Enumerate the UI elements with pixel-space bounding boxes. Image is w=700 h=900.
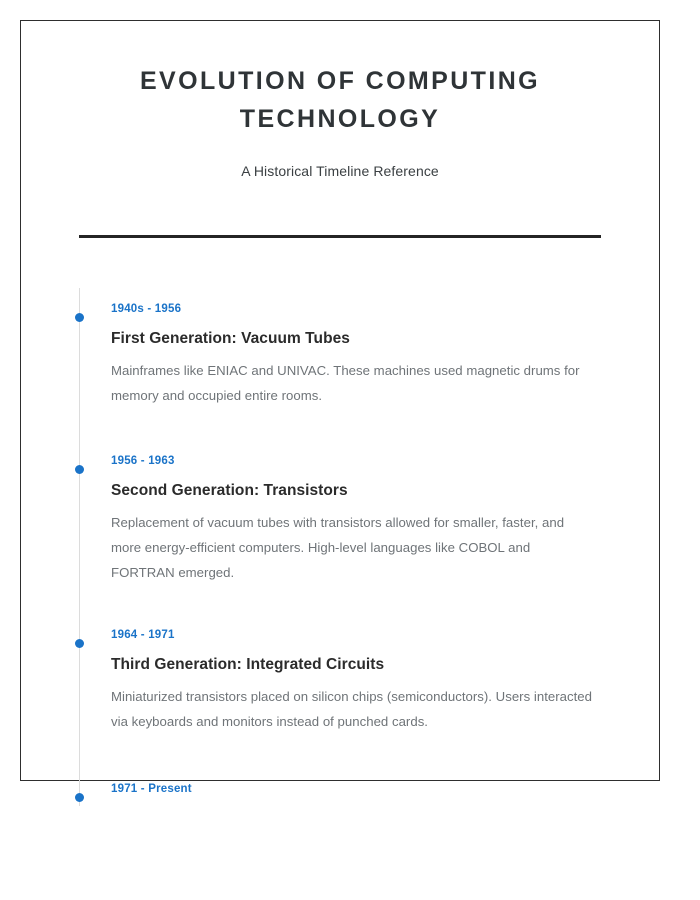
- timeline-entry-description: Mainframes like ENIAC and UNIVAC. These machines used magnetic drums for memory and occupied entire rooms.: [111, 363, 580, 403]
- timeline-entry-title: Third Generation: Integrated Circuits: [111, 656, 385, 673]
- timeline-dot-icon: [75, 313, 84, 322]
- timeline-entry[interactable]: [111, 628, 597, 734]
- timeline-axis-line: [79, 288, 80, 806]
- timeline-dot-icon: [75, 639, 84, 648]
- timeline-entry-date: 1971 - Present: [111, 783, 192, 795]
- timeline-dot-icon: [75, 793, 84, 802]
- timeline-entry-title: Second Generation: Transistors: [111, 482, 348, 499]
- timeline-entry[interactable]: [111, 782, 597, 797]
- timeline-entry[interactable]: [111, 302, 597, 408]
- timeline-entry[interactable]: [111, 454, 597, 585]
- page-title: EVOLUTION OF COMPUTING TECHNOLOGY: [139, 67, 541, 133]
- timeline-entry-date: 1956 - 1963: [111, 455, 175, 467]
- timeline-entry-date: 1940s - 1956: [111, 303, 182, 315]
- timeline-entry-title: First Generation: Vacuum Tubes: [111, 330, 350, 347]
- timeline-entry-description: Miniaturized transistors placed on silicon chips (semiconductors). Users interacted via keyboards and monitors instead of punched cards.: [111, 689, 593, 729]
- page-subtitle: A Historical Timeline Reference: [241, 163, 439, 179]
- timeline-dot-icon: [75, 465, 84, 474]
- timeline-entry-description: Replacement of vacuum tubes with transistors allowed for smaller, faster, and more energy-efficient computers. High-level languages like COBOL and FORTRAN emerged.: [111, 515, 565, 580]
- timeline-entry-date: 1964 - 1971: [111, 629, 175, 641]
